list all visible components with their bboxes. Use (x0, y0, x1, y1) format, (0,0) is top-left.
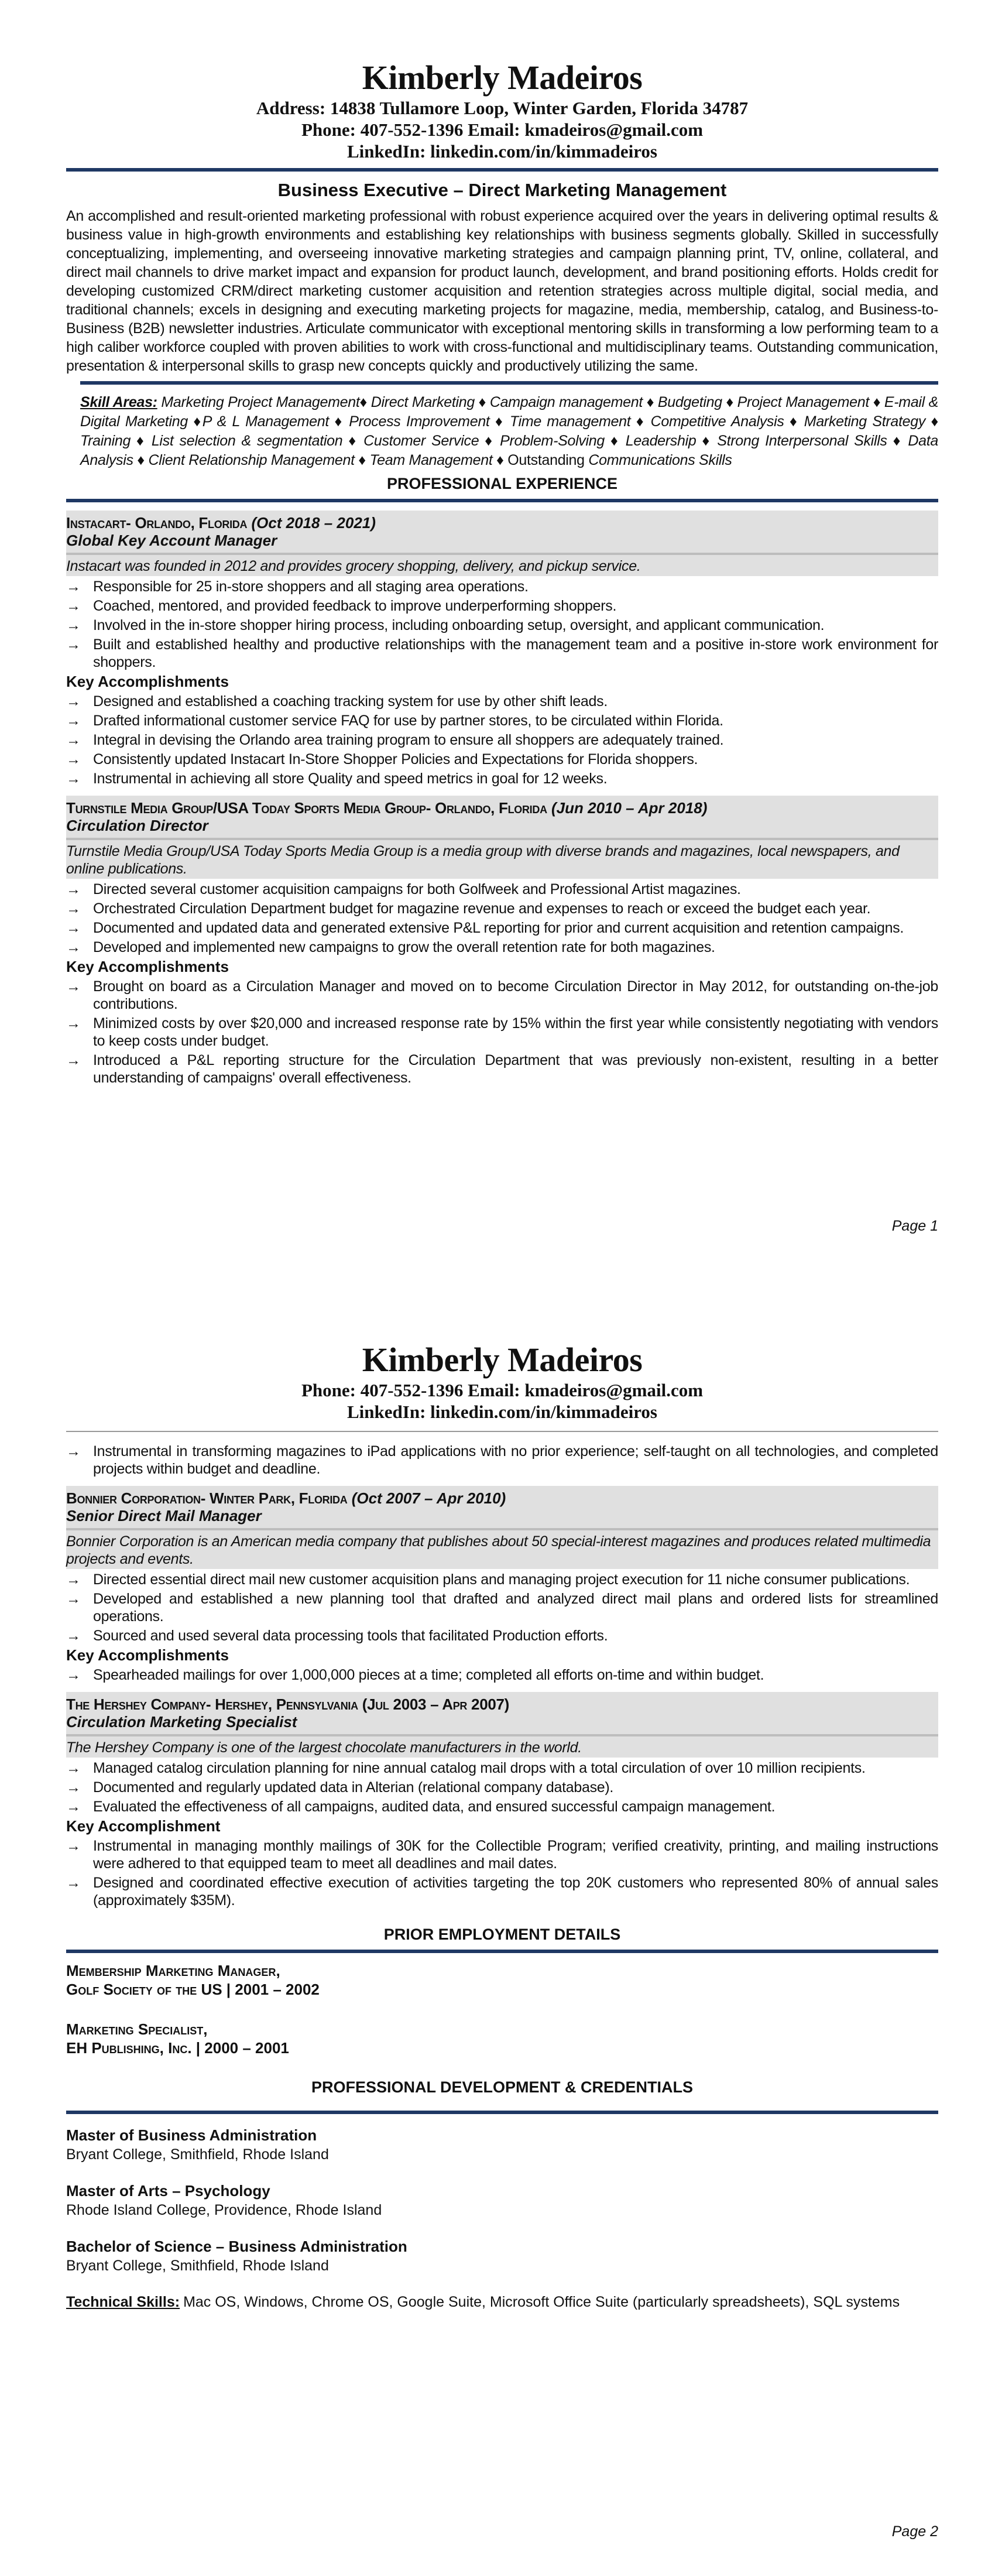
bullet-item (66, 1443, 938, 1478)
headline: Business Executive – Direct Marketing Management (277, 180, 727, 200)
arrow-icon: → (66, 881, 81, 898)
accomplishments-list (66, 693, 938, 787)
skills-tail-italic: Communications Skills (588, 452, 732, 468)
skills-label: Skill Areas: (80, 394, 157, 410)
divider (66, 553, 938, 555)
job-entry (66, 511, 938, 787)
experience-list (66, 1486, 938, 1909)
arrow-icon: → (66, 732, 81, 748)
job-title: Circulation Marketing Specialist (66, 1713, 297, 1731)
prior-job (66, 2020, 938, 2057)
bullet-text: Directed essential direct mail new customer acquisition plans and managing project execution for 11 niche consumer publications. (93, 1571, 910, 1588)
degree: Master of Business Administration (66, 2126, 317, 2144)
arrow-icon: → (66, 1760, 81, 1776)
skills-list: Marketing Project Management♦ Direct Marketing ♦ Campaign management ♦ Budgeting ♦ Project Management ♦ E-mail & Digital Marketing ♦P & L Management ♦ Process Improvement ♦ Time management ♦ Competitive Analysis ♦ Marketing Strategy ♦ Training ♦ List selection & segmentation ♦ Customer Service ♦ Problem-Solving ♦ Leadership ♦ Strong Interpersonal Skills ♦ Data Analysis ♦ Client Relationship Management ♦ Team Management ♦ (80, 394, 938, 468)
arrow-icon: → (66, 1667, 81, 1683)
job-header (66, 1486, 938, 1569)
job-dates: (Oct 2007 – Apr 2010) (351, 1489, 506, 1507)
accomplishments-list (66, 1837, 938, 1909)
job-dates: (Jun 2010 – Apr 2018) (551, 799, 708, 817)
bullet-text: Spearheaded mailings for over 1,000,000 pieces at a time; completed all efforts on-time and within budget. (93, 1667, 764, 1683)
bullet-item (66, 1627, 938, 1645)
company-name: The Hershey Company- Hershey, Pennsylvania (Jul 2003 – Apr 2007) (66, 1695, 510, 1713)
arrow-icon: → (66, 693, 81, 710)
phone-email: Phone: 407-552-1396 Email: kmadeiros@gmail.com (301, 1380, 704, 1400)
bullet-text: Designed and established a coaching tracking system for use by other shift leads. (93, 693, 608, 710)
divider (66, 1734, 938, 1736)
education-item (66, 2126, 938, 2164)
prior-job-company: Golf Society of the US | 2001 – 2002 (66, 1981, 320, 1998)
bullet-item (66, 900, 938, 917)
continued-accomplishments (66, 1443, 938, 1478)
bullet-item (66, 578, 938, 595)
job-company-line (66, 799, 938, 817)
arrow-icon: → (66, 578, 81, 595)
bullet-item (66, 881, 938, 898)
section-heading-experience: PROFESSIONAL EXPERIENCE (386, 475, 618, 492)
bullet-item (66, 1759, 938, 1777)
page-number: Page 2 (891, 2523, 938, 2540)
job-entry (66, 796, 938, 1087)
skills-tail: Outstanding (507, 452, 585, 468)
bullet-text: Designed and coordinated effective execution of activities targeting the top 20K customers who represented 80% of annual sales (approximately $35M). (93, 1875, 938, 1909)
bullet-text: Orchestrated Circulation Department budget for magazine revenue and expenses to reach or exceed the budget each year. (93, 900, 871, 917)
bullet-item (66, 712, 938, 729)
key-accomplishments-label: Key Accomplishment (66, 1817, 221, 1835)
arrow-icon: → (66, 770, 81, 787)
bullet-item (66, 693, 938, 710)
candidate-name: Kimberly Madeiros (362, 1341, 643, 1379)
divider (66, 838, 938, 840)
education-item (66, 2181, 938, 2219)
job-header (66, 1692, 938, 1758)
bullet-item (66, 938, 938, 956)
duties-list (66, 881, 938, 956)
arrow-icon: → (66, 636, 81, 653)
arrow-icon: → (66, 617, 81, 633)
experience-list (66, 511, 938, 1087)
education-list (66, 2126, 938, 2275)
bullet-item (66, 1571, 938, 1588)
summary: An accomplished and result-oriented marketing professional with robust experience acquired over the years in delivering optimal results & business value in high-growth environments and establishing key relationships with business segments globally. Skilled in successfully conceptualizing, implementing, and overseeing innovative marketing strategies and campaign planning print, TV, online, collateral, and direct mail channels to drive market impact and expansion for product launch, development, and brand positioning efforts. Holds credit for developing customized CRM/direct marketing customer acquisition and retention strategies across multiple digital, social media, and traditional channels; excels in designing and executing marketing projects for magazine, media, membership, catalog, and Business-to-Business (B2B) newsletter industries. Articulate communicator with exceptional mentoring skills in transforming a low performing team to a high caliber workforce coupled with proven abilities to work with cross-functional and multidisciplinary teams. Outstanding communication, presentation & interpersonal skills to grasp new concepts quickly and productively utilizing the same. (66, 208, 938, 374)
key-accomplishments-label: Key Accomplishments (66, 673, 229, 690)
bullet-item (66, 1779, 938, 1796)
resume-page-2 (0, 1288, 995, 2576)
technical-skills-label: Technical Skills: (66, 2294, 180, 2310)
bullet-text: Evaluated the effectiveness of all campaigns, audited data, and ensured successful campaign management. (93, 1799, 776, 1815)
divider (80, 381, 938, 385)
job-header (66, 511, 938, 576)
divider (66, 1431, 938, 1432)
linkedin: LinkedIn: linkedin.com/in/kimmadeiros (347, 1402, 657, 1422)
duties-list (66, 578, 938, 671)
arrow-icon: → (66, 1571, 81, 1588)
arrow-icon: → (66, 920, 81, 936)
section-heading-development: PROFESSIONAL DEVELOPMENT & CREDENTIALS (311, 2078, 694, 2096)
bullet-text: Brought on board as a Circulation Manager and moved on to become Circulation Director in May 2012, for outstanding on-the-job contributions. (93, 978, 938, 1012)
arrow-icon: → (66, 1799, 81, 1815)
bullet-text: Documented and updated data and generated extensive P&L reporting for prior and current acquisition and retention campaigns. (93, 920, 904, 936)
bullet-text: Instrumental in managing monthly mailings of 30K for the Collectible Program; verified creativity, printing, and mailing instructions were adhered to that equipped team to meet all deadlines and mail dates. (93, 1838, 938, 1872)
degree: Master of Arts – Psychology (66, 2182, 270, 2200)
page-number: Page 1 (891, 1218, 938, 1234)
bullet-text: Consistently updated Instacart In-Store Shopper Policies and Expectations for Florida shoppers. (93, 751, 698, 768)
prior-employment-list (66, 1961, 938, 2057)
linkedin: LinkedIn: linkedin.com/in/kimmadeiros (347, 141, 657, 162)
bullet-text: Directed several customer acquisition campaigns for both Golfweek and Professional Artist magazines. (93, 881, 741, 898)
company-description: Instacart was founded in 2012 and provides grocery shopping, delivery, and pickup service. (66, 557, 938, 576)
prior-job-title: Marketing Specialist, (66, 2020, 208, 2038)
arrow-icon: → (66, 1015, 81, 1032)
job-title: Senior Direct Mail Manager (66, 1507, 262, 1525)
divider (66, 2111, 938, 2114)
company-name: Turnstile Media Group/USA Today Sports Media Group- Orlando, Florida (66, 799, 547, 817)
divider (66, 168, 938, 172)
job-title: Circulation Director (66, 817, 208, 834)
prior-job (66, 1961, 938, 1999)
company-description: The Hershey Company is one of the largest chocolate manufacturers in the world. (66, 1739, 938, 1758)
bullet-item (66, 1837, 938, 1872)
job-entry (66, 1692, 938, 1909)
bullet-text: Managed catalog circulation planning for nine annual catalog mail drops with a total circulation of over 10 million recipients. (93, 1760, 866, 1776)
bullet-item (66, 770, 938, 787)
bullet-item (66, 1590, 938, 1625)
school: Bryant College, Smithfield, Rhode Island (66, 2258, 329, 2274)
arrow-icon: → (66, 1779, 81, 1796)
school: Rhode Island College, Providence, Rhode Island (66, 2202, 382, 2218)
arrow-icon: → (66, 1443, 81, 1460)
arrow-icon: → (66, 751, 81, 768)
job-entry (66, 1486, 938, 1684)
bullet-text: Integral in devising the Orlando area training program to ensure all shoppers are adequately trained. (93, 732, 724, 748)
bullet-item (66, 1666, 938, 1684)
bullet-item (66, 919, 938, 937)
bullet-text: Built and established healthy and productive relationships with the management team and a positive in-store work environment for shoppers. (93, 636, 938, 670)
bullet-item (66, 636, 938, 671)
arrow-icon: → (66, 1875, 81, 1891)
section-heading-prior: PRIOR EMPLOYMENT DETAILS (383, 1926, 621, 1943)
arrow-icon: → (66, 598, 81, 614)
candidate-name: Kimberly Madeiros (362, 59, 643, 97)
job-company-line (66, 1695, 938, 1713)
bullet-item (66, 597, 938, 615)
bullet-item (66, 1015, 938, 1050)
duties-list (66, 1759, 938, 1815)
accomplishments-list (66, 978, 938, 1087)
bullet-text: Involved in the in-store shopper hiring process, including onboarding setup, oversight, and applicant communication. (93, 617, 825, 633)
address: Address: 14838 Tullamore Loop, Winter Garden, Florida 34787 (256, 98, 749, 118)
bullet-text: Developed and implemented new campaigns to grow the overall retention rate for both magazines. (93, 939, 715, 955)
job-header (66, 796, 938, 879)
job-title: Global Key Account Manager (66, 532, 277, 549)
bullet-text: Developed and established a new planning tool that drafted and analyzed direct mail plans and ordered lists for streamlined operations. (93, 1591, 938, 1625)
bullet-item (66, 751, 938, 768)
prior-job-company: EH Publishing, Inc. | 2000 – 2001 (66, 2039, 289, 2057)
bullet-text: Instrumental in achieving all store Quality and speed metrics in goal for 12 weeks. (93, 770, 608, 787)
bullet-text: Instrumental in transforming magazines to iPad applications with no prior experience; self-taught on all technologies, and completed projects within budget and deadline. (93, 1443, 938, 1477)
bullet-text: Introduced a P&L reporting structure for the Circulation Department that was previously non-existent, resulting in a better understanding of campaigns' overall effectiveness. (93, 1052, 938, 1086)
key-accomplishments-label: Key Accomplishments (66, 1646, 229, 1664)
bullet-item (66, 978, 938, 1013)
skill-areas (66, 393, 938, 470)
prior-job-title: Membership Marketing Manager, (66, 1962, 280, 1979)
technical-skills-value: Mac OS, Windows, Chrome OS, Google Suite, Microsoft Office Suite (particularly spreadsheets), SQL systems (183, 2294, 900, 2310)
arrow-icon: → (66, 1838, 81, 1854)
school: Bryant College, Smithfield, Rhode Island (66, 2146, 329, 2163)
bullet-text: Minimized costs by over $20,000 and increased response rate by 15% within the first year while consistently negotiating with vendors to keep costs under budget. (93, 1015, 938, 1049)
company-description: Bonnier Corporation is an American media company that publishes about 50 special-interest magazines and produces related multimedia projects and events. (66, 1533, 938, 1569)
job-company-line (66, 1489, 938, 1507)
phone-email: Phone: 407-552-1396 Email: kmadeiros@gmail.com (301, 119, 704, 140)
divider (66, 1950, 938, 1953)
bullet-text: Responsible for 25 in-store shoppers and all staging area operations. (93, 578, 529, 595)
arrow-icon: → (66, 939, 81, 955)
company-name: Bonnier Corporation- Winter Park, Florida (66, 1489, 348, 1507)
education-item (66, 2237, 938, 2275)
bullet-text: Documented and regularly updated data in Alterian (relational company database). (93, 1779, 614, 1796)
bullet-text: Sourced and used several data processing tools that facilitated Production efforts. (93, 1628, 608, 1644)
bullet-item (66, 616, 938, 634)
company-name: Instacart- Orlando, Florida (66, 514, 248, 532)
divider (66, 499, 938, 502)
bullet-item (66, 1051, 938, 1087)
arrow-icon: → (66, 1591, 81, 1607)
bullet-text: Coached, mentored, and provided feedback to improve underperforming shoppers. (93, 598, 617, 614)
arrow-icon: → (66, 712, 81, 729)
accomplishments-list (66, 1666, 938, 1684)
divider (66, 1528, 938, 1530)
arrow-icon: → (66, 900, 81, 917)
degree: Bachelor of Science – Business Administration (66, 2238, 407, 2255)
job-company-line (66, 514, 938, 532)
arrow-icon: → (66, 1628, 81, 1644)
arrow-icon: → (66, 978, 81, 995)
bullet-item (66, 731, 938, 749)
key-accomplishments-label: Key Accomplishments (66, 958, 229, 975)
technical-skills (66, 2293, 938, 2311)
arrow-icon: → (66, 1052, 81, 1068)
job-dates: (Oct 2018 – 2021) (251, 514, 376, 532)
bullet-item (66, 1798, 938, 1815)
duties-list (66, 1571, 938, 1645)
company-description: Turnstile Media Group/USA Today Sports Media Group is a media group with diverse brands and magazines, local newspapers, and online publications. (66, 842, 938, 879)
bullet-text: Drafted informational customer service FAQ for use by partner stores, to be circulated within Florida. (93, 712, 723, 729)
bullet-item (66, 1874, 938, 1909)
